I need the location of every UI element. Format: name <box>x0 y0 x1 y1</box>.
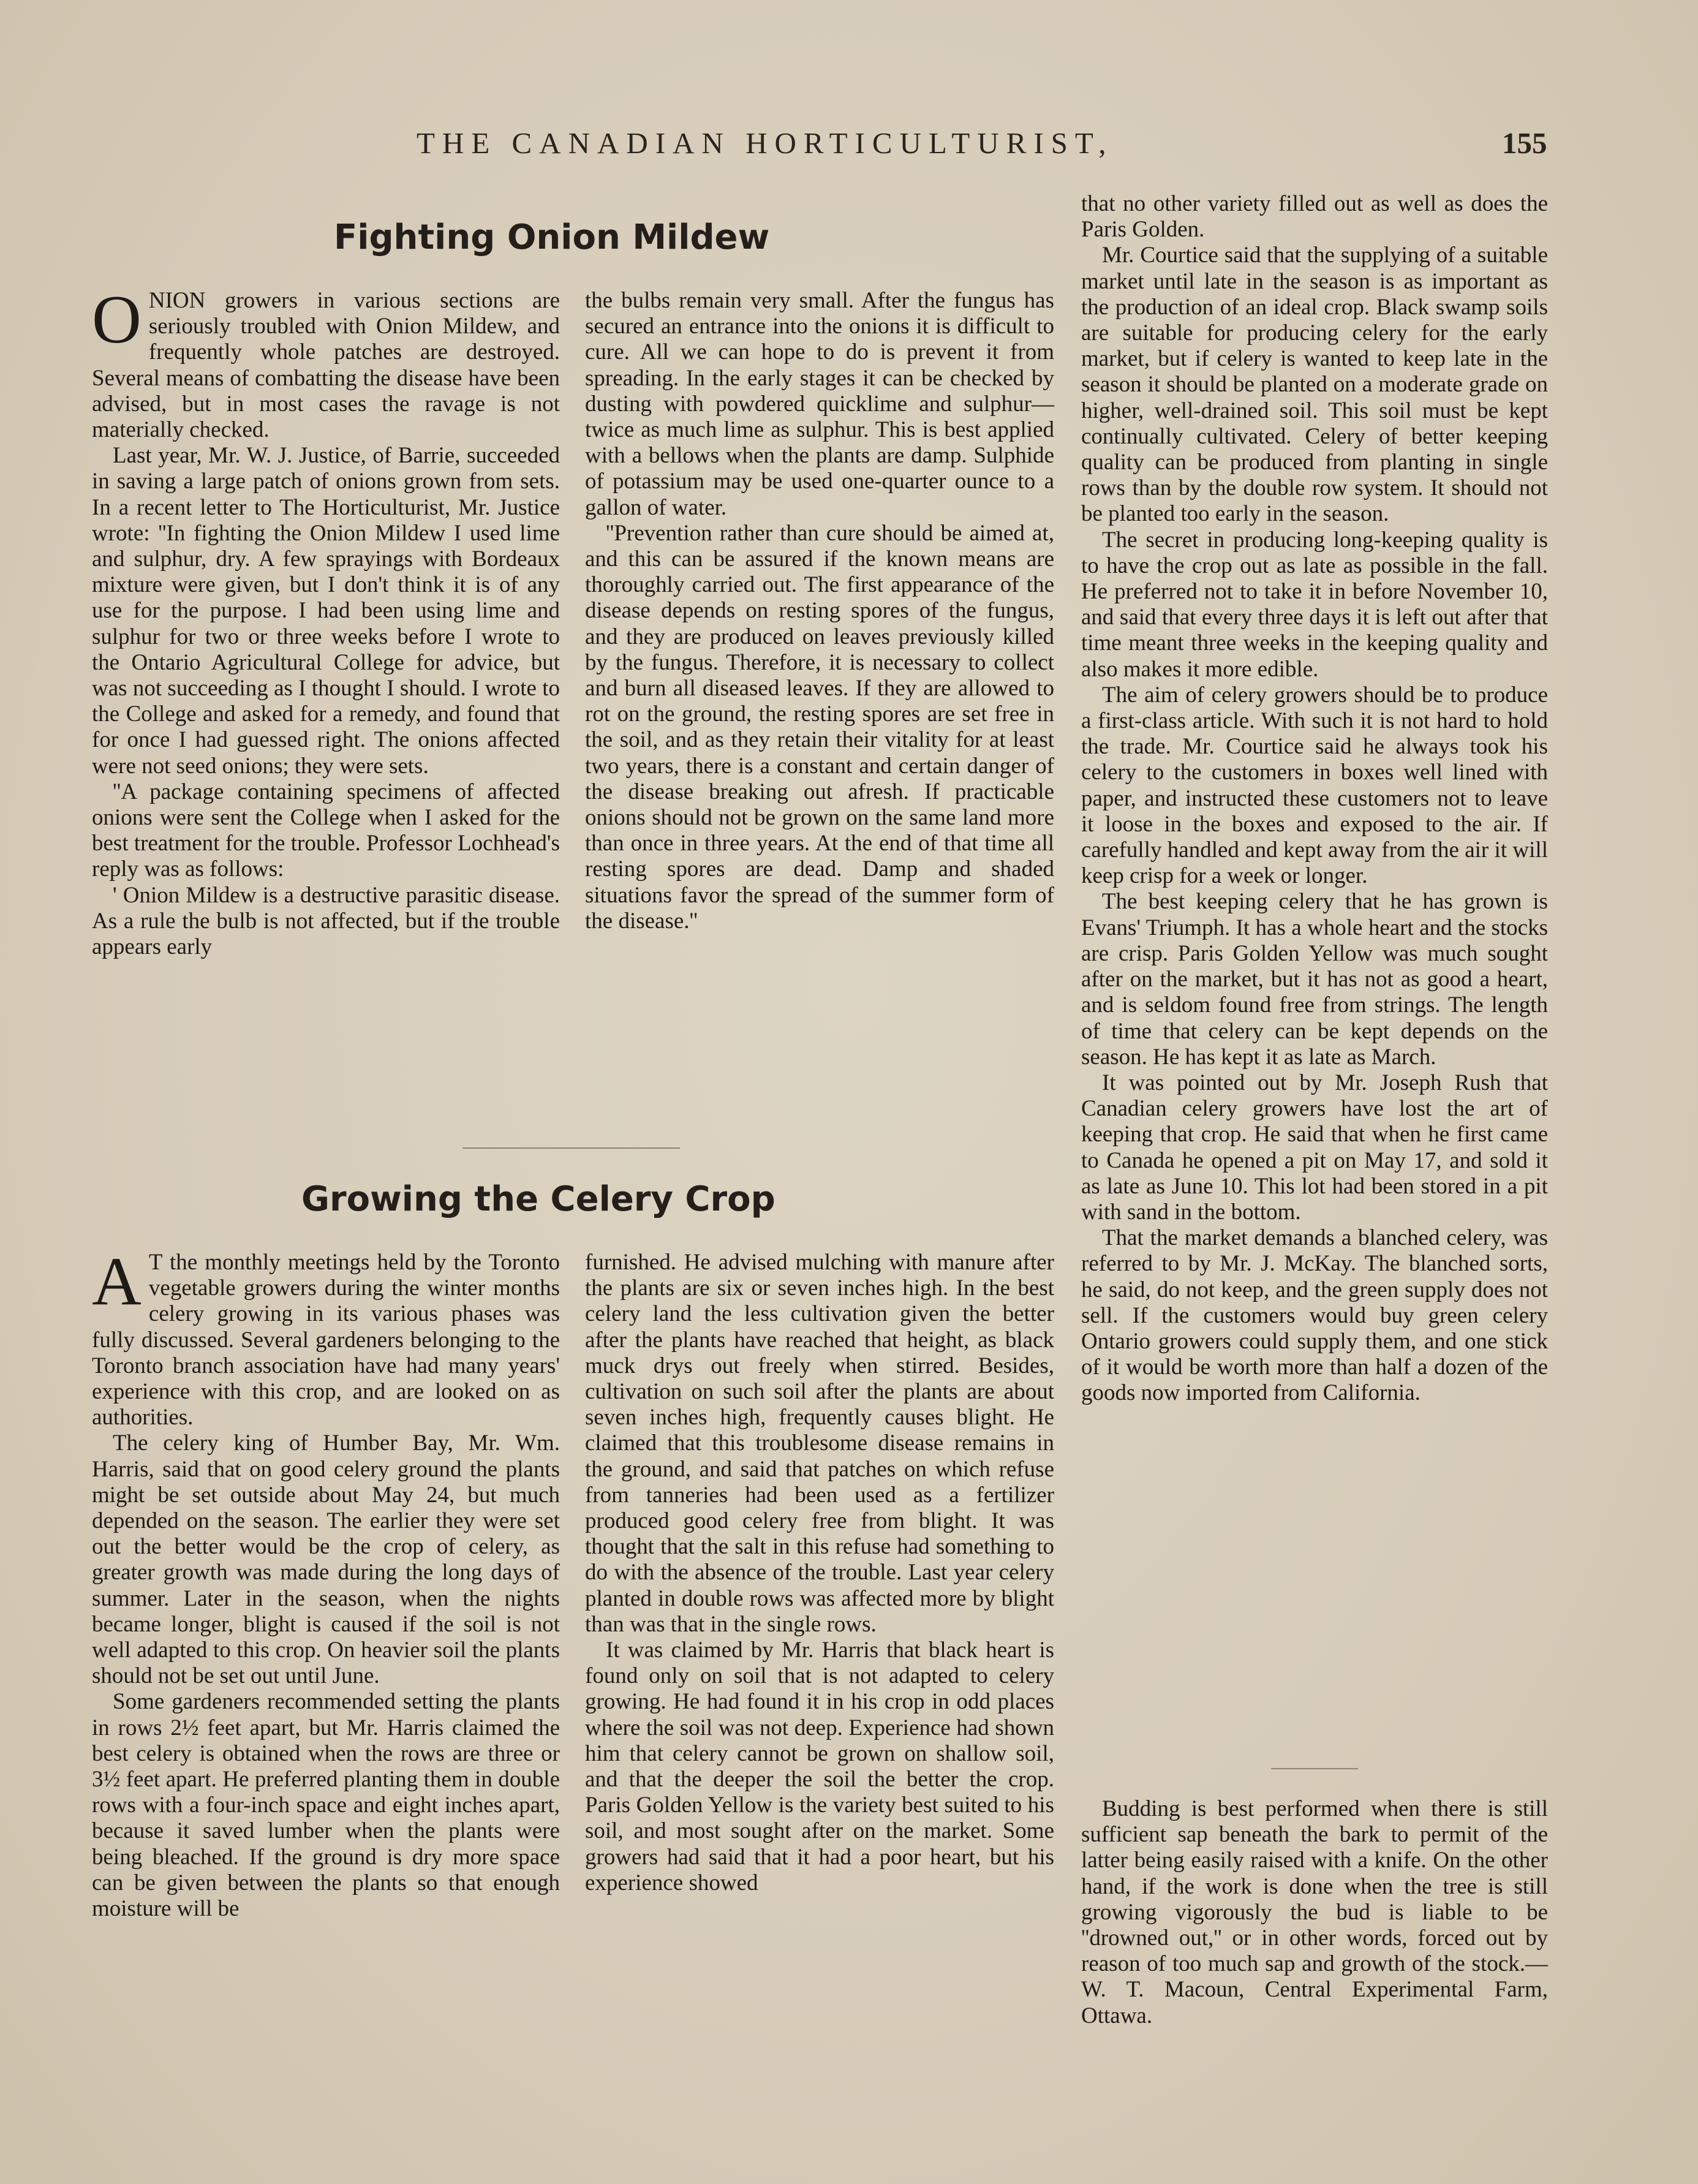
drop-cap: A <box>92 1244 142 1320</box>
section-divider <box>462 1147 680 1149</box>
small-divider <box>1271 1768 1358 1769</box>
paragraph: Some gardeners recommended setting the plants in rows 2½ feet apart, but Mr. Harris claimed the best celery is obtained when the rows are three or 3½ feet apart. He preferred planting them in double rows with a four-inch space and eight inches apart, because it saved lumber when the plants were being bleached. If the ground is dry more space can be given between the plants so that enough moisture will be <box>92 1689 560 1922</box>
paragraph: ONION growers in various sections are seriously troubled with Onion Mildew, and frequently whole patches are destroyed. Several means of combatting the disease have been advised, but in most cases the ravage is not materially checked. <box>92 282 560 443</box>
paragraph: It was claimed by Mr. Harris that black heart is found only on soil that is not adapted to celery growing. He had found it in his crop in odd places where the soil was not deep. Experience had shown him that celery cannot be grown on shallow soil, and that the deeper the soil the better the crop. Paris Golden Yellow is the variety best suited to his soil, and most sought after on the market. Some growers had said that it had a poor heart, but his experience showed <box>585 1638 1054 1895</box>
paragraph: furnished. He advised mulching with manure after the plants are six or seven inches high. In the best celery land the less cultivation given the better after the plants have reached that height, as black muck drys out freely when stirred. Besides, cultivation on such soil after the plants are about seven inches high, frequently causes blight. He claimed that this troublesome disease remains in the ground, and said that patches on which refuse from tanneries had been used as a fertilizer produced good celery free from blight. It was thought that the salt in this refuse had something to do with the absence of the trouble. Last year celery planted in double rows was affected more by blight than was that in the single rows. <box>585 1250 1054 1637</box>
paragraph: The secret in producing long-keeping quality is to have the crop out as late as possible in the fall. He preferred not to take it in before November 10, and said that every three days it is left out after that time meant three weeks in the keeping quality and also makes it more edible. <box>1081 527 1548 682</box>
paragraph: ''Prevention rather than cure should be aimed at, and this can be assured if the known means are thoroughly carried out. The first appearance of the disease depends on resting spores of the fungus, and they are produced on leaves previously killed by the fungus. Therefore, it is necessary to collect and burn all diseased leaves. If they are allowed to rot on the ground, the resting spores are set free in the soil, and as they retain their vitality for at least two years, there is a constant and certain danger of the disease breaking out afresh. If practicable onions should not be grown on the same land more than once in three years. At the end of that time all resting spores are dead. Damp and shaded situations favor the spread of the summer form of the disease.'' <box>585 520 1054 934</box>
paragraph: The celery king of Humber Bay, Mr. Wm. Harris, said that on good celery ground the plants might be set outside about May 24, but much depended on the season. The earlier they were set out the better would be the crop of celery, as greater growth was made during the long days of summer. Later in the season, when the nights became longer, blight is caused if the soil is not well adapted to this crop. On heavier soil the plants should not be set out until June. <box>92 1430 560 1689</box>
article-title-celery-crop: Growing the Celery Crop <box>301 1179 775 1219</box>
paragraph: ''A package containing specimens of affected onions were sent the College when I asked for the best treatment for the trouble. Professor Lochhead's reply was as follows: <box>92 779 560 882</box>
onion-column-1 <box>92 282 560 960</box>
paragraph: Budding is best performed when there is still sufficient sap beneath the bark to permit of the latter being easily raised with a knife. On the other hand, if the work is done when the tree is still growing vigorously the bud is liable to be ''drowned out,'' or in other words, forced out by reason of too much sap and growth of the stock.— W. T. Macoun, Central Experimental Farm, Ottawa. <box>1081 1796 1548 2028</box>
paragraph: That the market demands a blanched celery, was referred to by Mr. J. McKay. The blanched sorts, he said, do not keep, and the green supply does not sell. If the customers would buy green celery Ontario growers could supply them, and one stick of it would be worth more than half a dozen of the goods now imported from California. <box>1081 1225 1548 1406</box>
running-title: THE CANADIAN HORTICULTURIST, <box>417 126 1114 160</box>
onion-column-2 <box>585 288 1054 934</box>
paragraph: the bulbs remain very small. After the fungus has secured an entrance into the onions it is difficult to cure. All we can hope to do is prevent it from spreading. In the early stages it can be checked by dusting with powdered quicklime and sulphur—twice as much lime as sulphur. This is best applied with a bellows when the plants are damp. Sulphide of potassium may be used one-quarter ounce to a gallon of water. <box>585 288 1054 520</box>
running-header <box>0 126 1698 162</box>
budding-note <box>1081 1796 1548 2029</box>
paragraph: that no other variety filled out as well as does the Paris Golden. <box>1081 191 1548 243</box>
paragraph: The best keeping celery that he has grown is Evans' Triumph. It has a whole heart and the stocks are crisp. Paris Golden Yellow was much sought after on the market, but it has not as good a heart, and is seldom found free from strings. The length of time that celery can be kept depends on the season. He has kept it as late as March. <box>1081 889 1548 1070</box>
paragraph: Mr. Courtice said that the supplying of a suitable market until late in the season is as important as the production of an ideal crop. Black swamp soils are suitable for producing celery for the early market, but if celery is wanted to keep late in the season it should be planted on a moderate grade on higher, well-drained soil. This soil must be kept continually cultivated. Celery of better keeping quality can be produced from planting in single rows than by the double row system. It should not be planted too early in the season. <box>1081 243 1548 527</box>
celery-column-2 <box>585 1250 1054 1896</box>
drop-cap: O <box>92 282 142 358</box>
paragraph: ' Onion Mildew is a destructive parasitic disease. As a rule the bulb is not affected, but if the trouble appears early <box>92 882 560 960</box>
paragraph: A T the monthly meetings held by the Toronto vegetable growers during the winter months celery growing in its various phases was fully discussed. Several gardeners belonging to the Toronto branch association have had many years' experience with this crop, and are looked on as authorities. <box>92 1244 560 1430</box>
paragraph: The aim of celery growers should be to produce a first-class article. With such it is not hard to hold the trade. Mr. Courtice said he always took his celery to the customers in boxes well lined with paper, and instructed these customers not to leave it loose in the boxes and exposed to the air. If carefully handled and kept away from the air it will keep crisp for a week or longer. <box>1081 682 1548 889</box>
paragraph: Last year, Mr. W. J. Justice, of Barrie, succeeded in saving a large patch of onions grown from sets. In a recent letter to The Horticulturist, Mr. Justice wrote: ''In fighting the Onion Mildew I used lime and sulphur, dry. A few sprayings with Bordeaux mixture were given, but I don't think it is of any use for the purpose. I had been using lime and sulphur for two or three weeks before I wrote to the Ontario Agricultural College for advice, but was not succeeding as I thought I should. I wrote to the College and asked for a remedy, and found that for once I had guessed right. The onions affected were not seed onions; they were sets. <box>92 443 560 779</box>
right-column <box>1081 191 1548 1407</box>
celery-column-1 <box>92 1244 560 1922</box>
page-number: 155 <box>1502 126 1547 160</box>
paragraph: It was pointed out by Mr. Joseph Rush that Canadian celery growers have lost the art of keeping that crop. He said that when he first came to Canada he opened a pit on May 17, and sold it as late as June 10. This lot had been stored in a pit with sand in the bottom. <box>1081 1070 1548 1225</box>
article-title-onion-mildew: Fighting Onion Mildew <box>334 217 770 257</box>
